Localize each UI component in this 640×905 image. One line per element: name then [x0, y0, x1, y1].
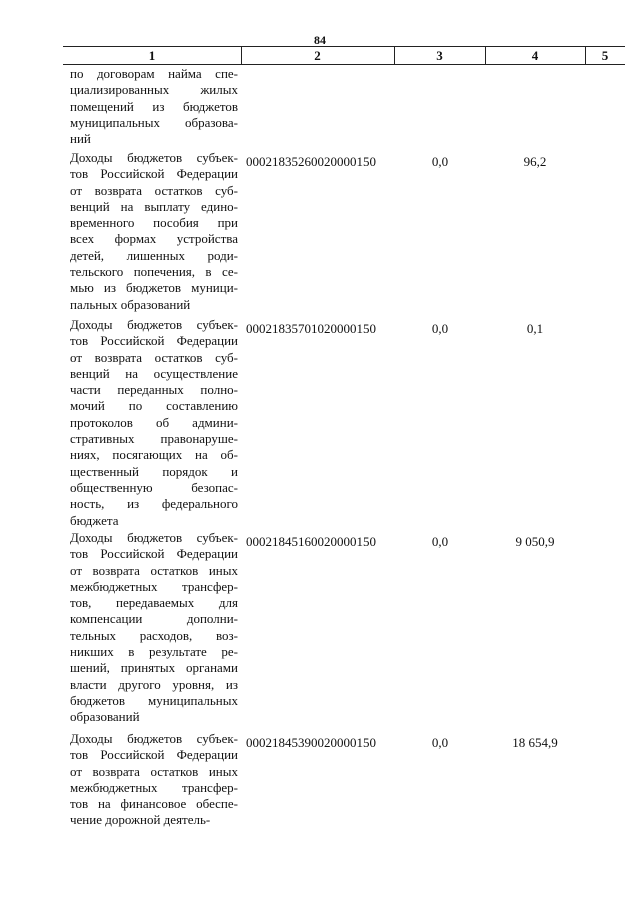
column-header-3: 3 — [436, 48, 443, 63]
description-line: бюджетов муниципальных — [70, 692, 238, 708]
description-line: тельского попечения, в се- — [70, 264, 238, 280]
column-3-value: 0,0 — [431, 321, 449, 336]
budget-code: 00021845160020000150 — [246, 534, 376, 549]
column-header-2: 2 — [314, 48, 321, 63]
column-4-value: 96,2 — [523, 154, 547, 169]
description-line: всех формах устройства — [70, 231, 238, 247]
description-line: муниципальных образова- — [70, 114, 238, 130]
description-line: детей, лишенных роди- — [70, 247, 238, 263]
column-header-4: 4 — [531, 48, 539, 63]
description-line: стративных правонаруше- — [70, 431, 238, 447]
description-line: по договорам найма спе- — [70, 66, 238, 81]
column-4-value: 0,1 — [526, 321, 544, 336]
description-line: Доходы бюджетов субъек- — [70, 317, 238, 332]
budget-code: 00021835701020000150 — [246, 321, 376, 336]
description-line: протоколов об админи- — [70, 414, 238, 430]
description-line: тов на финансовое обеспе- — [70, 796, 238, 812]
description-line: тов, передаваемых для — [70, 595, 238, 611]
description-line: мочий по составлению — [70, 398, 238, 414]
row-description — [70, 530, 238, 726]
description-line: власти другого уровня, из — [70, 676, 238, 692]
description-line: ность, из федерального — [70, 496, 238, 512]
column-3-value: 0,0 — [431, 154, 449, 169]
description-line: межбюджетных трансфер- — [70, 578, 238, 594]
description-line: тов Российской Федерации — [70, 166, 238, 182]
description-line: циализированных жилых — [70, 82, 238, 98]
description-line: тов Российской Федерации — [70, 747, 238, 763]
description-line: от возврата остатков суб- — [70, 182, 238, 198]
description-line: ний — [70, 131, 91, 147]
description-line: компенсации дополни- — [70, 611, 238, 627]
description-line: Доходы бюджетов субъек- — [70, 530, 238, 545]
description-line: от возврата остатков иных — [70, 562, 238, 578]
description-line: никших в результате ре- — [70, 644, 238, 660]
description-line: чение дорожной деятель- — [70, 812, 211, 828]
description-line: Доходы бюджетов субъек- — [70, 731, 238, 746]
description-line: от возврата остатков иных — [70, 763, 238, 779]
column-3-value: 0,0 — [431, 534, 449, 549]
column-4-value: 18 654,9 — [512, 735, 558, 750]
description-line: помещений из бюджетов — [70, 98, 238, 114]
description-line: бюджета — [70, 512, 119, 528]
description-line: временного пособия при — [70, 215, 238, 231]
description-line: венций на осуществление — [70, 365, 238, 381]
column-header-5: 5 — [601, 48, 609, 63]
description-line: части переданных полно- — [70, 382, 238, 398]
budget-code: 00021845390020000150 — [246, 735, 376, 750]
description-line: ниях, посягающих на об- — [70, 447, 238, 463]
page-number: 84 — [314, 33, 326, 47]
description-line: пальных образований — [70, 296, 191, 312]
header-bottom-rule — [63, 64, 625, 65]
description-line: венций на выплату едино- — [70, 198, 238, 214]
description-line: тов Российской Федерации — [70, 333, 238, 349]
description-line: мью из бюджетов муници- — [70, 280, 238, 296]
row-description — [70, 66, 238, 147]
column-header-1: 1 — [148, 48, 156, 63]
description-line: межбюджетных трансфер- — [70, 779, 238, 795]
description-line: общественную безопас- — [70, 479, 238, 495]
description-line: образований — [70, 709, 140, 725]
description-line: тельных расходов, воз- — [70, 627, 238, 643]
description-line: щественный порядок и — [70, 463, 238, 479]
description-line: тов Российской Федерации — [70, 546, 238, 562]
description-line: от возврата остатков суб- — [70, 349, 238, 365]
column-4-value: 9 050,9 — [515, 534, 555, 549]
column-3-value: 0,0 — [431, 735, 449, 750]
header-top-rule — [63, 46, 625, 47]
budget-code: 00021835260020000150 — [246, 154, 376, 169]
row-description — [70, 317, 238, 529]
description-line: шений, принятых органами — [70, 660, 238, 676]
row-description — [70, 150, 238, 313]
row-description — [70, 731, 238, 829]
description-line: Доходы бюджетов субъек- — [70, 150, 238, 165]
